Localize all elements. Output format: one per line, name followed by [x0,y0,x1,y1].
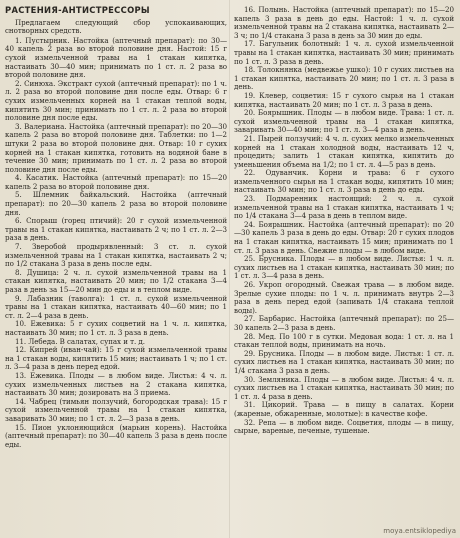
page-heading: РАСТЕНИЯ-АНТИСТРЕССОРЫ [5,6,150,15]
plant-entry: 4. Касатик. Настойка (аптечный препарат): по 15—20 капель 2 раза во второй половине дня. [5,173,227,191]
plant-entry: 12. Кипрей (иван-чай): 15 г сухой измельченной травы на 1 стакан воды, кипятить 15 мин; настаивать 1 ч; по 1 ст. л. 3—4 раза в день перед едой. [5,345,227,372]
plant-entry: 26. Укроп огородный. Свежая трава — в любом виде. Зрелые сухие плоды: по 1 ч. л. принимать внутрь 2—3 раза в день перед едой (запивать 1/4 стакана теплой воды). [234,280,454,315]
plant-entry: 31. Цикорий. Трава — в пищу в салатах. Корни (жареные, обжаренные, молотые): в качестве кофе. [234,400,454,418]
plant-entry: 17. Багульник болотный: 1 ч. л. сухой измельченной травы на 1 стакан кипятка, настаивать 30 мин; принимать по 1 ст. л. 3 раза в день. [234,39,454,66]
plant-entry: 7. Зверобой продырявленный: 3 ст. л. сухой измельченной травы на 1 стакан кипятка, настаивать 2 ч; по 1/2 стакана 3 раза в день после еды. [5,242,227,269]
plant-entry: 11. Лебеда. В салатах, супах и т. д. [15,336,145,346]
plant-entry: 13. Ежевика. Плоды — в любом виде. Листья: 4 ч. л. сухих измельченных листьев на 2 стакана кипятка, настаивать 30 мин; дозировать на 3 приема. [5,370,227,398]
page-fold-divider [229,0,230,538]
plant-entry: 30. Земляника. Плоды — в любом виде. Листья: 4 ч. л. сухих листьев на 1 стакан кипятка, настаивать 30 мин; по 1 ст. л. 4 раза в день. [234,374,454,401]
plant-entry: 16. Полынь. Настойка (аптечный препарат): по 15—20 капель 3 раза в день до еды. Настой: 1 ч. л. сухой измельченной травы на 2 стакана кипятка, настаивать 2—3 ч; по 1/4 стакана 3 раза в день за 30 мин до еды. [234,6,454,40]
left-entry-list [5,37,227,450]
plant-entry: 23. Подмаренник настоящий: 2 ч. л. сухой измельченной травы на 1 стакан кипятка, настаивать 1 ч; по 1/4 стакана 3—4 раза в день в теплом виде. [234,194,454,221]
plant-entry: 20. Боярышник. Плоды — в любом виде. Трава: 1 ст. л. сухой измельченной травы на 1 стакан кипятка, заваривать 30—40 мин; по 1 ст. л. 3—4 раза в день. [234,108,454,135]
plant-entry: 5. Шлемник байкальский. Настойка (аптечный препарат): по 20—30 капель 2 раза во второй половине дня. [5,190,227,217]
plant-entry: 21. Пырей ползучий: 4 ч. л. сухих мелко измельченных корней на 1 стакан холодной воды, настаивать 12 ч, процедить; залить 1 стакан кипятка, кипятить до уменьшения объема на 1/2; по 1 ст. л. 4—5 раз в день. [234,133,454,169]
plant-entry: 10. Ежевика: 5 г сухих соцветий на 1 ч. л. кипятка, настаивать 30 мин; по 1 ст. л. 3 раза в день. [5,319,227,337]
plant-entry: 1. Пустырник. Настойка (аптечный препарат): по 30—40 капель 2 раза во второй половине дня. Настой: 15 г сухой измельченной травы на 1 стакан кипятка, настаивать 30—40 мин; принимать по 1 ст. л. 2 раза во второй половине дня. [5,35,227,80]
plant-entry: 22. Одуванчик. Корни и трава: 6 г сухого измельченного сырья на 1 стакан воды, кипятить 10 мин; настаивать 30 мин; по 1 ст. л. 3 раза в день до еды. [234,168,454,195]
plant-entry: 9. Лабазник (таволга): 1 ст. л. сухой измельченной травы на 1 стакан кипятка, настаивать 40—60 мин; по 1 ст. л. 2—4 раза в день. [5,293,227,320]
plant-entry: 19. Клевер, соцветия: 15 г сухого сырья на 1 стакан кипятка, настаивать 20 мин; по 1 ст. л. 3 раза в день. [234,90,454,109]
intro-paragraph: Предлагаем следующий сбор успокаивающих, снотворных средств. [5,17,227,36]
plant-entry: 15. Пион уклоняющийся (марьин корень). Настойка (аптечный препарат): по 30—40 капель 3 раза в день после еды. [5,422,227,449]
plant-entry: 18. Толокнянка (медвежье ушко): 10 г сухих листьев на 1 стакан кипятка, настаивать 20 мин; по 1 ст. л. 3 раза в день. [234,65,454,92]
left-column [5,6,227,532]
watermark-text: moya.entsiklopediya [383,527,456,535]
plant-entry: 28. Мед. По 100 г в сутки. Медовая вода: 1 ст. л. на 1 стакан теплой воды, принимать на ночь. [234,331,454,350]
plant-entry: 6. Спорыш (горец птичий): 20 г сухой измельченной травы на 1 стакан кипятка, настаивать 2 ч; по 1 ст. л. 2—3 раза в день. [5,216,227,243]
plant-entry: 14. Чабрец (тимьян ползучий, богородская трава): 15 г сухой измельченной травы на 1 стакан кипятка, заваривать 30 мин; по 1 ст. л. 2—3 раза в день. [5,396,227,423]
plant-entry: 32. Репа — в любом виде. Соцветия, плоды — в пищу, сырые, вареные, печеные, тушеные. [234,417,454,436]
plant-entry: 24. Боярышник. Настойка (аптечный препарат): по 20—30 капель 3 раза в день до еды. Отвар: 20 г сухих плодов на 1 стакан кипятка, настаивать 15 мин; принимать по 1 ст. л. 3 раза в день. Свежие плоды — в любом виде. [234,219,454,255]
plant-entry: 8. Душица: 2 ч. л. сухой измельченной травы на 1 стакан кипятка, настаивать 20 мин; по 1/2 стакана 3—4 раза в день за 15—20 мин до еды и в теплом виде. [5,267,227,294]
plant-entry: 3. Валериана. Настойка (аптечный препарат): по 20—30 капель 2 раза во второй половине дня. Таблетки: по 1—2 штуки 2 раза во второй половине дня. Отвар: 10 г сухих корней на 1 стакан кипятка, готовить на водяной бане в течение 30 мин; принимать по 1 ст. л. 2 раза во второй половине дня после еды. [5,121,227,174]
plant-entry: 29. Брусника. Плоды — в любом виде. Листья: 1 ст. л. сухих листьев на 1 стакан кипятка, настаивать 30 мин; по 1/4 стакана 3 раза в день. [234,348,454,375]
plant-entry: 2. Синюха. Экстракт сухой (аптечный препарат): по 1 ч. л. 2 раза во второй половине дня после еды. Отвар: 6 г сухих измельченных корней на 1 стакан теплой воды, кипятить 30 мин; принимать по 1 ст. л. 2 раза во второй половине дня после еды. [5,78,227,123]
plant-entry: 27. Барбарис. Настойка (аптечный препарат): по 25—30 капель 2—3 раза в день. [234,314,454,332]
right-column [234,6,454,532]
plant-entry: 25. Брусника. Плоды — в любом виде. Листья: 1 ч. л. сухих листьев на 1 стакан кипятка, настаивать 30 мин; по 1 ст. л. 3—4 раза в день. [234,254,454,281]
right-entry-list [234,6,454,436]
